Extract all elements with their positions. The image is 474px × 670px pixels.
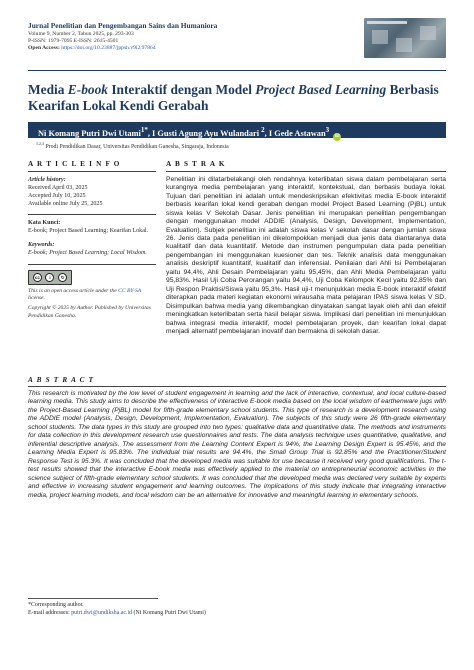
- kata-kunci-label: Kata Kunci:: [28, 220, 61, 227]
- kata-kunci-text: E-book; Project Based Learning; Kearifan Lokal.: [28, 228, 149, 235]
- cc-by-sa-icon[interactable]: [28, 270, 72, 285]
- accepted-date: Accepted July 10, 2025: [28, 192, 86, 199]
- footnote: [28, 602, 446, 618]
- affiliation-sup: 1,2,3: [36, 141, 44, 146]
- journal-cover-image: [364, 18, 446, 58]
- license-end: license.: [28, 295, 45, 302]
- article-info-heading: A R T I C L E I N F O: [28, 160, 121, 168]
- received-date: Received April 03, 2025: [28, 184, 88, 191]
- email-link[interactable]: putri.dwi@undiksha.ac.id: [71, 609, 133, 616]
- journal-volume: Volume 9, Number 2, Tahun 2025, pp. 293-303: [28, 30, 134, 37]
- keywords: [28, 242, 156, 258]
- footnote-divider: [28, 598, 158, 599]
- doi-link[interactable]: https://doi.org/10.23887/jppsh.v9i2.97864: [61, 45, 156, 52]
- keywords-text: E-book; Project Based Learning; Local Wisdom.: [28, 250, 147, 257]
- title-part: Interaktif dengan Model: [107, 82, 256, 97]
- title-part: Media: [28, 82, 68, 97]
- orcid-icon[interactable]: iD: [334, 133, 340, 139]
- journal-issn: P-ISSN: 1979-7095 E-ISSN: 2615-4501: [28, 37, 119, 44]
- author-name[interactable]: , I Gusti Agung Ayu Wulandari: [147, 128, 262, 138]
- open-access-label: Open Access:: [28, 45, 60, 52]
- author-sup: 1*: [140, 126, 148, 134]
- title-part: Berbasis Kearifan Lokal Kendi Gerabah: [28, 82, 439, 114]
- abstract-heading: A B S T R A C T: [28, 376, 95, 384]
- author-sup: 3: [325, 126, 330, 134]
- corresponding-author: *Corresponding author.: [28, 602, 84, 608]
- journal-name: Jurnal Penelitian dan Pengembangan Sains dan Humaniora: [28, 21, 218, 30]
- article-title: [28, 82, 446, 115]
- available-date: Available online July 25, 2025: [28, 200, 103, 207]
- divider: [28, 264, 156, 265]
- header-divider: [28, 70, 446, 71]
- author-name[interactable]: , I Gede Astawan: [264, 128, 326, 138]
- author-name[interactable]: Ni Komang Putri Dwi Utami: [38, 128, 141, 138]
- divider: [28, 214, 156, 215]
- article-info-column: [28, 160, 156, 320]
- history-label: Article history:: [28, 176, 66, 183]
- license-lead: This is an open access article under the: [28, 287, 119, 294]
- copyright: Copyright © 2025 by Author. Published by Universitas Pendidikan Ganesha.: [28, 305, 151, 319]
- article-history: [28, 177, 156, 209]
- abstract-section: [28, 376, 446, 501]
- kata-kunci: [28, 220, 156, 236]
- journal-header: [28, 22, 446, 62]
- by-icon: i: [45, 273, 54, 282]
- email-label: E-mail addresses:: [28, 609, 72, 616]
- abstrak-heading: A B S T R A K: [166, 160, 226, 168]
- title-part-italic: E-book: [67, 82, 108, 97]
- email-owner: (Ni Komang Putri Dwi Utami): [132, 609, 206, 616]
- title-part-italic: Project Based Learning: [255, 82, 387, 97]
- email-line: [28, 610, 446, 618]
- divider: [28, 386, 446, 387]
- divider: [166, 171, 446, 172]
- license-badge-row: [28, 270, 156, 285]
- license-link[interactable]: CC BY-SA: [118, 287, 142, 294]
- affiliation-text: Prodi Pendidikan Dasar, Universitas Pendidikan Ganesha, Singaraja, Indonesia: [44, 143, 229, 150]
- author-band: [28, 122, 446, 138]
- author-sup: 2: [261, 126, 265, 134]
- affiliation: [36, 141, 229, 150]
- abstract-text: This research is motivated by the low level of student engagement in learning and the lack of interactive, contextual, and local culture-based learning media. This study aims to describe the effectiveness of interactive E-book media based on the local wisdom of earthenware jugs with the Project-Based Learning (PjBL) model for fifth-grade elementary school students. This type of research is a development research using the ADDIE model (Analysis, Design, Development, Implementation, Evaluation). The subjects of this study were 26 fifth-grade elementary school students. The data types in this study are grouped into two types: qualitative data and quantitative data. The methods and instruments for data collection in this development research use questionnaires and tests. The data analysis technique uses quantitative, qualitative, and inferential descriptive analysis. The assessment from the Learning Content Expert is 94%, the Learning Design Expert is 95.45%, and the Learning Media Expert is 95.83%. The individual trial results are 94.4%, the Small Group Trial is 92.85% and the Practitioner/Student Response Test is 95.3%. It was concluded that the developed media was suitable for use because it received very good qualifications. The t-test results showed that the interactive E-book media was effectively applied to the material on entrepreneurial economic activities in the science subject of fifth-grade elementary school students. It was concluded that the developed media was declared very suitable by experts and effective in increasing student engagement and learning outcomes. The implications of this study indicate that integrating interactive media, project learning models, and local wisdom can be an alternative for innovative and meaningful learning in elementary schools.: [28, 389, 446, 499]
- license-text: [28, 288, 156, 303]
- cc-icon: cc: [34, 274, 40, 280]
- keywords-label: Keywords:: [28, 242, 55, 249]
- sa-icon: ↻: [58, 273, 67, 282]
- abstrak-column: [166, 160, 446, 336]
- abstrak-text: Penelitian ini dilatarbelakangi oleh rendahnya keterlibatan siswa dalam pembelajaran serta kurangnya media pembelajaran yang interaktif, kontekstual, dan berbasis budaya lokal. Tujuan dari penelitian ini adalah untuk mendeskripsikan efektivitas media E-book interaktif berbasis kearifan lokal kendi gerabah dengan model Project Based Learning (PjBL) untuk siswa kelas V Sekolah Dasar. Jenis penelitian ini merupakan penelitian pengembangan dengan menggunakan model ADDIE (Analysis, Design, Development, Implementation, Evaluation). Subjek penelitian ini adalah siswa kelas V sekolah dasar dengan jumlah siswa 26. Jenis data pada penelitian ini dikelompokkan menjadi dua jenis data diantaranya data kualitatif dan data kuantitatif. Metode dan instrumen pengumpulan data pada penelitian pengembangan ini menggunakan kuesioner dan tes. Teknik analisis data menggunakan analisis deskriptif kuantitatif, kualitatif dan inferensial. Penilaian dari Ahli Isi Pembelajaran yaitu 94,4%, Ahli Desain Pembelajaran yaitu 95,45%, dan Ahli Media Pembelajaran yaitu 95,83%. Hasil Uji Coba Perorangan yaitu 94,4%, Uji Coba Kelompok Kecil yaitu 92,85% dan Uji Respon Praktisi/Siswa yaitu 95,3%. Hasil uji-t menunjukkan media E-book interaktif efektif diterapkan pada materi kegiatan ekonomi wirausaha mata pelajaran IPAS siswa kelas V SD. Disimpulkan bahwa media yang dikembangkan dinyatakan sangat layak oleh ahli dan efektif meningkatkan keterlibatan serta hasil belajar siswa. Implikasi dari penelitian ini menunjukkan bahwa integrasi media interaktif, model pembelajaran proyek, dan kearifan lokal dapat menjadi alternatif pembelajaran inovatif dan bermakna di sekolah dasar.: [166, 175, 446, 335]
- divider: [28, 171, 156, 172]
